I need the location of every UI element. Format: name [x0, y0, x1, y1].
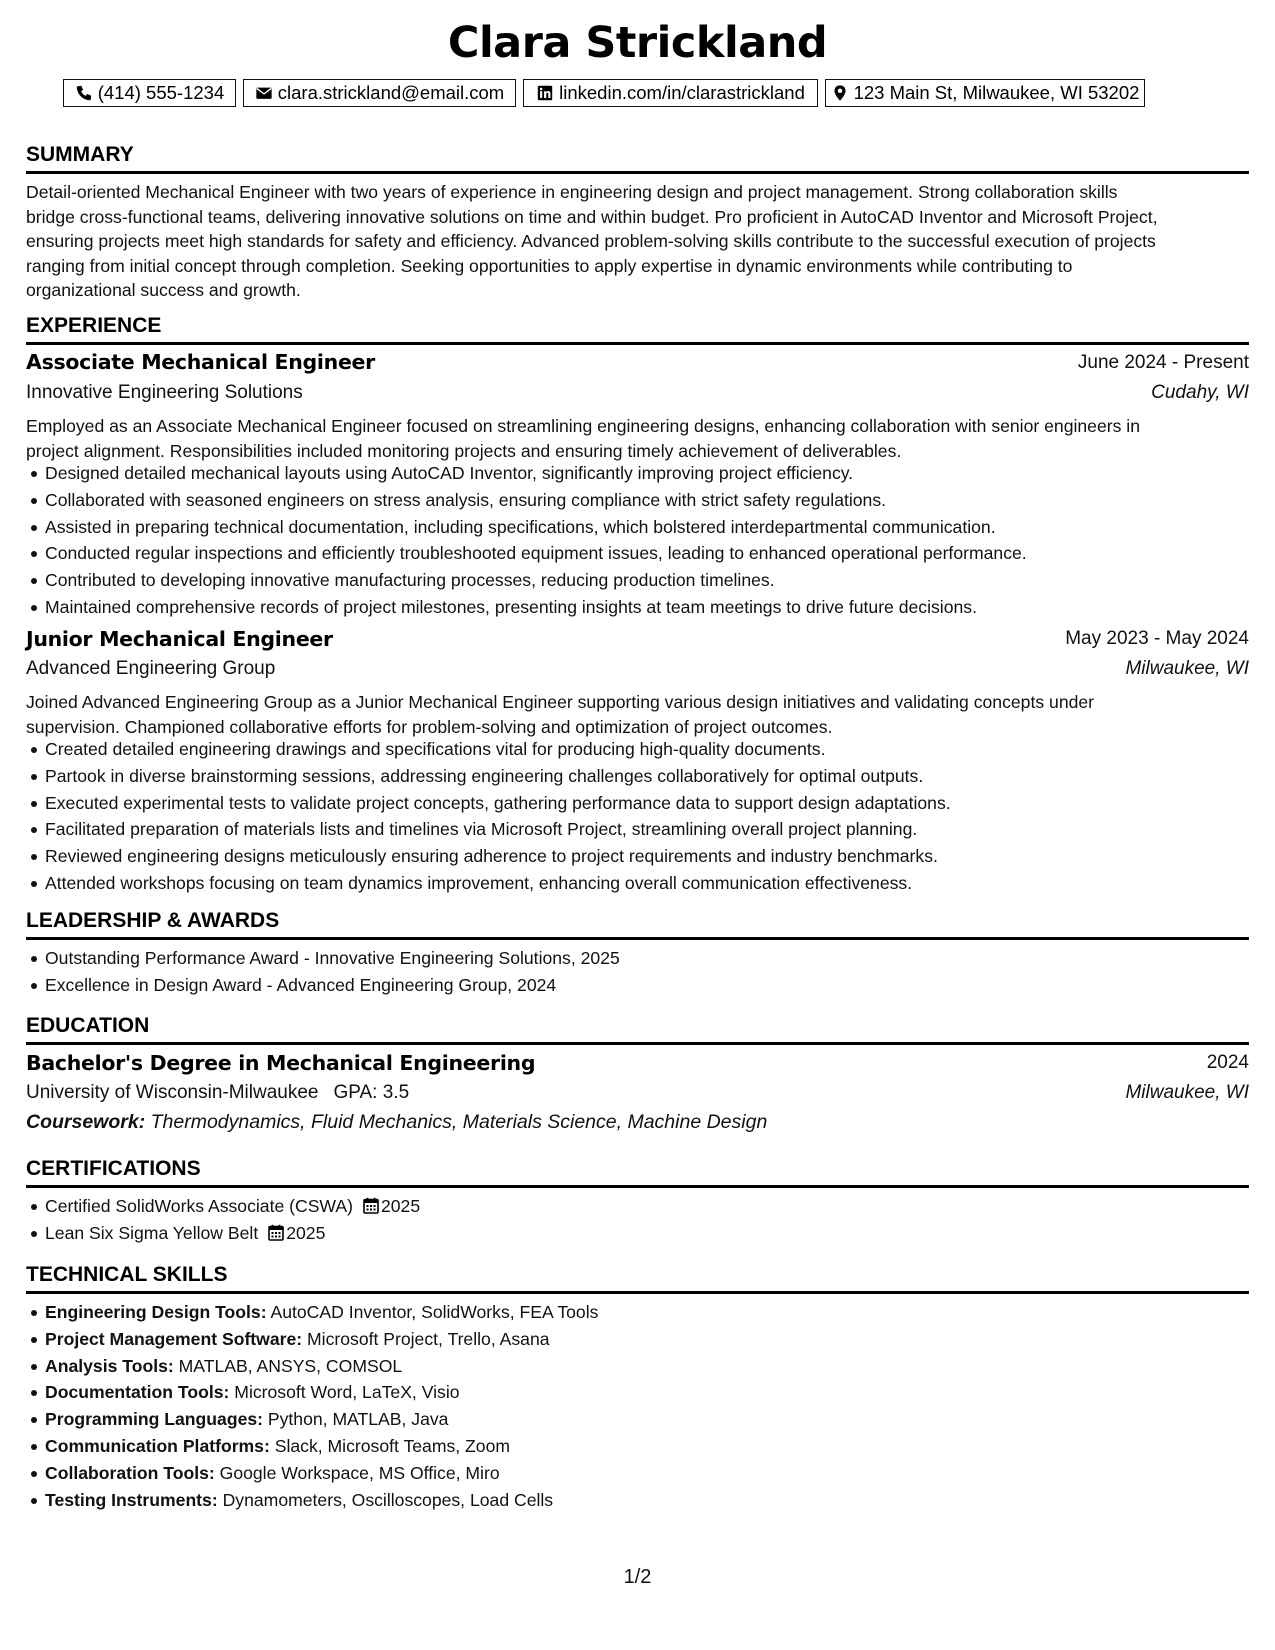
calendar-icon	[363, 1197, 379, 1214]
leadership-divider	[26, 937, 1249, 940]
summary-line: ensuring projects meet high standards for safety and efficiency. Advanced problem-solving skills contribute to the successful execution of projects	[26, 231, 1156, 251]
page-number: 1/2	[623, 1566, 652, 1588]
list-item: Executed experimental tests to validate project concepts, gathering performance data to support design adaptations.	[26, 790, 951, 817]
skill-values: AutoCAD Inventor, SolidWorks, FEA Tools	[270, 1302, 599, 1322]
list-item	[26, 1487, 598, 1514]
certifications-heading: CERTIFICATIONS	[26, 1157, 201, 1180]
coursework	[26, 1111, 767, 1134]
candidate-name: Clara Strickland	[447, 18, 828, 68]
phone-chip[interactable]	[63, 79, 236, 107]
linkedin-text: linkedin.com/in/clarastrickland	[559, 82, 805, 103]
list-item	[26, 1326, 598, 1353]
envelope-icon	[255, 84, 273, 102]
coursework-label: Coursework:	[26, 1111, 146, 1133]
linkedin-icon	[536, 84, 554, 102]
list-item	[26, 1299, 598, 1326]
skills-heading: TECHNICAL SKILLS	[26, 1263, 228, 1286]
job-description-line: project alignment. Responsibilities included monitoring projects and ensuring timely achievement of deliverables.	[26, 440, 902, 461]
skill-values: Microsoft Word, LaTeX, Visio	[234, 1382, 460, 1403]
skill-values: Microsoft Project, Trello, Asana	[307, 1328, 550, 1349]
skill-values: Python, MATLAB, Java	[267, 1409, 449, 1430]
job-company: Innovative Engineering Solutions	[26, 382, 303, 403]
summary-line: organizational success and growth.	[26, 280, 301, 300]
calendar-icon	[268, 1224, 284, 1241]
list-item	[26, 1460, 598, 1487]
job-description-line: Joined Advanced Engineering Group as a Junior Mechanical Engineer supporting various design initiatives and validating concepts under	[26, 692, 1095, 712]
experience-divider	[26, 342, 1249, 345]
list-item: Reviewed engineering designs meticulously ensuring adherence to project requirements and industry benchmarks.	[26, 843, 951, 870]
list-item	[26, 1353, 598, 1380]
linkedin-chip[interactable]	[523, 79, 818, 107]
job-location: Cudahy, WI	[1151, 382, 1249, 403]
contact-bar	[0, 79, 1275, 111]
email-text: clara.strickland@email.com	[277, 82, 505, 103]
skill-values: MATLAB, ANSYS, COMSOL	[178, 1355, 403, 1376]
skill-values: Google Workspace, MS Office, Miro	[219, 1462, 500, 1483]
coursework-list: Thermodynamics, Fluid Mechanics, Materials Science, Machine Design	[150, 1111, 768, 1133]
certification-name: Lean Six Sigma Yellow Belt	[45, 1222, 259, 1243]
summary-divider	[26, 171, 1249, 174]
skill-category: Documentation Tools:	[45, 1382, 230, 1403]
job-dates: June 2024 - Present	[1077, 352, 1249, 373]
summary-text	[26, 180, 1251, 303]
map-pin-icon	[831, 84, 849, 102]
gpa: GPA: 3.5	[333, 1082, 410, 1103]
job-bullets	[26, 736, 951, 897]
list-item: Conducted regular inspections and efficiently troubleshooted equipment issues, leading to enhanced operational performance.	[26, 540, 1027, 567]
job-bullets	[26, 460, 1027, 621]
list-item: Partook in diverse brainstorming sessions, addressing engineering challenges collaboratively for optimal outputs.	[26, 763, 951, 790]
phone-text: (414) 555-1234	[97, 82, 225, 103]
skills-divider	[26, 1291, 1249, 1294]
summary-heading: SUMMARY	[26, 143, 134, 166]
job-company: Advanced Engineering Group	[26, 658, 276, 679]
list-item: Designed detailed mechanical layouts using AutoCAD Inventor, significantly improving project efficiency.	[26, 460, 1027, 487]
job-location: Milwaukee, WI	[1125, 658, 1249, 679]
skill-category: Programming Languages:	[45, 1409, 263, 1430]
list-item	[26, 1379, 598, 1406]
list-item: Facilitated preparation of materials lists and timelines via Microsoft Project, streamlining overall project planning.	[26, 816, 951, 843]
skill-category: Engineering Design Tools:	[45, 1302, 267, 1322]
school-name: University of Wisconsin-Milwaukee	[26, 1082, 319, 1103]
education-heading: EDUCATION	[26, 1014, 150, 1037]
phone-icon	[75, 84, 93, 102]
job-title: Associate Mechanical Engineer	[26, 350, 375, 374]
skills-list	[26, 1299, 598, 1513]
certifications-divider	[26, 1185, 1249, 1188]
list-item: Collaborated with seasoned engineers on stress analysis, ensuring compliance with strict safety regulations.	[26, 487, 1027, 514]
email-chip[interactable]	[243, 79, 516, 107]
education-divider	[26, 1042, 1249, 1045]
job-dates: May 2023 - May 2024	[1065, 628, 1249, 649]
skill-values: Dynamometers, Oscilloscopes, Load Cells	[222, 1489, 554, 1510]
job-description	[26, 414, 1251, 463]
job-description-line: Employed as an Associate Mechanical Engineer focused on streamlining engineering designs, enhancing collaboration with senior engineers in	[26, 416, 1140, 436]
leadership-heading: LEADERSHIP & AWARDS	[26, 909, 280, 932]
list-item: Excellence in Design Award - Advanced Engineering Group, 2024	[26, 972, 620, 999]
skill-category: Collaboration Tools:	[45, 1462, 215, 1483]
list-item: Maintained comprehensive records of project milestones, presenting insights at team meetings to drive future decisions.	[26, 594, 1027, 621]
list-item: Contributed to developing innovative manufacturing processes, reducing production timelines.	[26, 567, 1027, 594]
list-item: Outstanding Performance Award - Innovative Engineering Solutions, 2025	[26, 945, 620, 972]
skill-category: Analysis Tools:	[45, 1355, 174, 1376]
experience-heading: EXPERIENCE	[26, 314, 162, 337]
job-description	[26, 690, 1251, 739]
job-title: Junior Mechanical Engineer	[26, 627, 333, 651]
list-item: Assisted in preparing technical documentation, including specifications, which bolstered interdepartmental communication.	[26, 514, 1027, 541]
degree-title: Bachelor's Degree in Mechanical Engineering	[26, 1051, 536, 1075]
skill-category: Project Management Software:	[45, 1328, 303, 1349]
skill-values: Slack, Microsoft Teams, Zoom	[274, 1435, 511, 1456]
certifications-list	[26, 1193, 420, 1247]
certification-year: 2025	[286, 1222, 326, 1243]
list-item: Attended workshops focusing on team dynamics improvement, enhancing overall communication effectiveness.	[26, 870, 951, 897]
skill-category: Testing Instruments:	[45, 1489, 218, 1510]
summary-line: ranging from initial concept through completion. Seeking opportunities to apply expertise in dynamic environments while contributing to	[26, 255, 1073, 276]
address-chip[interactable]	[825, 79, 1145, 107]
school-line	[26, 1082, 409, 1104]
list-item: Created detailed engineering drawings and specifications vital for producing high-quality documents.	[26, 736, 951, 763]
summary-line: Detail-oriented Mechanical Engineer with two years of experience in engineering design and project management. Strong collaboration skills	[26, 182, 1118, 202]
summary-line: bridge cross-functional teams, delivering innovative solutions on time and within budget. Pro proficient in AutoCAD Inventor and Microsoft Project,	[26, 206, 1158, 227]
graduation-year: 2024	[1206, 1052, 1249, 1073]
list-item	[26, 1433, 598, 1460]
address-text: 123 Main St, Milwaukee, WI 53202	[853, 82, 1140, 103]
job-description-line: supervision. Championed collaborative efforts for problem-solving and optimization of project outcomes.	[26, 716, 833, 737]
list-item	[26, 1220, 420, 1247]
list-item	[26, 1406, 598, 1433]
certification-name: Certified SolidWorks Associate (CSWA)	[45, 1196, 353, 1216]
skill-category: Communication Platforms:	[45, 1435, 270, 1456]
school-location: Milwaukee, WI	[1125, 1082, 1249, 1103]
awards-list	[26, 945, 620, 999]
certification-year: 2025	[380, 1196, 421, 1216]
list-item	[26, 1193, 420, 1220]
